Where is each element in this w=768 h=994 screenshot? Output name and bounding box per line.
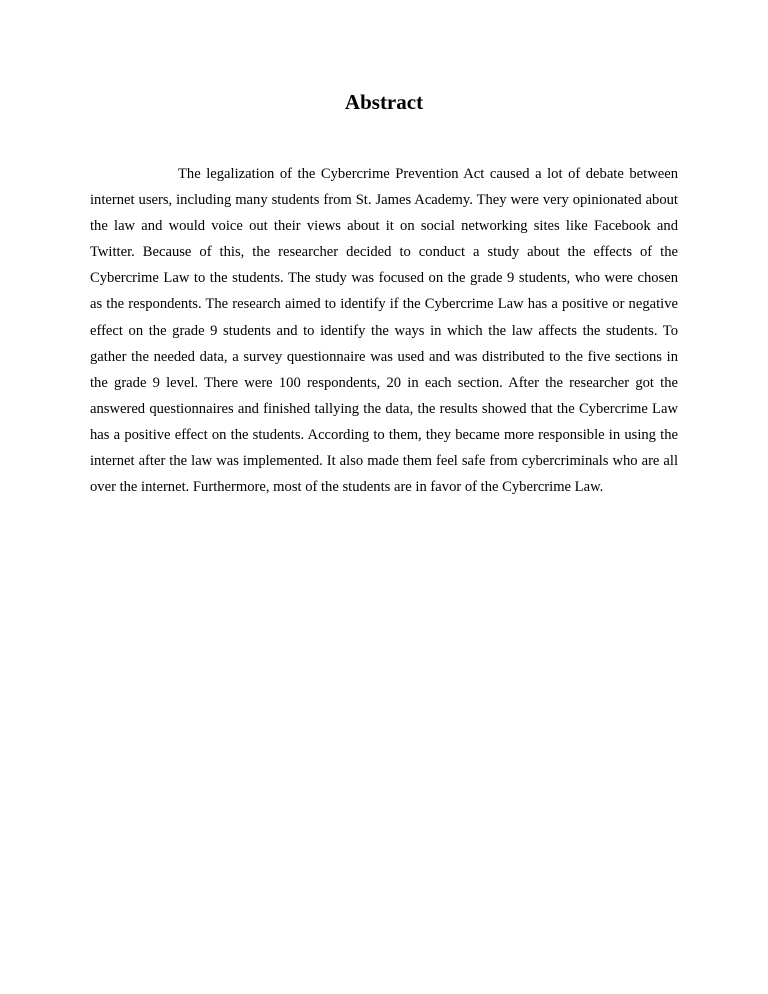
abstract-paragraph: The legalization of the Cybercrime Prevention Act caused a lot of debate between internet users, including many students from St. James Academy. They were very opinionated about the law and would voice out their views about it on social networking sites like Facebook and Twitter. Because of this, the researcher decided to conduct a study about the effects of the Cybercrime Law to the students. The study was focused on the grade 9 students, who were chosen as the respondents. The research aimed to identify if the Cybercrime Law has a positive or negative effect on the grade 9 students and to identify the ways in which the law affects the students. To gather the needed data, a survey questionnaire was used and was distributed to the five sections in the grade 9 level. There were 100 respondents, 20 in each section. After the researcher got the answered questionnaires and finished tallying the data, the results showed that the Cybercrime Law has a positive effect on the students. According to them, they became more responsible in using the internet after the law was implemented. It also made them feel safe from cybercriminals who are all over the internet. Furthermore, most of the students are in favor of the Cybercrime Law. [90, 166, 678, 496]
page-title: Abstract [344, 90, 424, 114]
